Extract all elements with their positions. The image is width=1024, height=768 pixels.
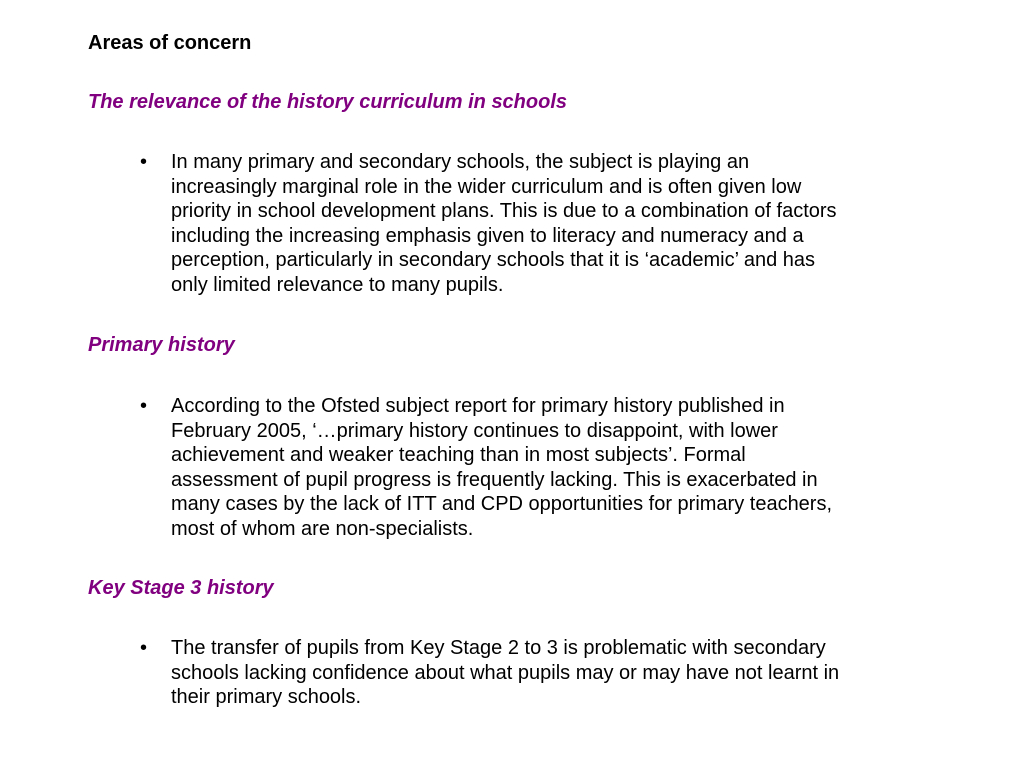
bullet-item-key-stage-3-history xyxy=(140,636,940,710)
bullet-text xyxy=(171,150,940,297)
section-title-primary-history: Primary history xyxy=(88,334,235,356)
text-line: In many primary and secondary schools, the subject is playing an xyxy=(171,151,750,173)
section-title-key-stage-3-history: Key Stage 3 history xyxy=(88,577,274,599)
text-line: The transfer of pupils from Key Stage 2 to 3 is problematic with secondary xyxy=(171,637,826,659)
text-line: schools lacking confidence about what pupils may or may have not learnt in xyxy=(171,661,840,684)
bullet-text xyxy=(171,636,940,710)
bullet-item-curriculum-relevance xyxy=(140,150,940,297)
section-title-curriculum-relevance: The relevance of the history curriculum in schools xyxy=(88,91,568,113)
bullet-icon: • xyxy=(140,395,148,417)
text-line: their primary schools. xyxy=(171,686,362,708)
text-line: most of whom are non-specialists. xyxy=(171,517,474,540)
text-line: only limited relevance to many pupils. xyxy=(171,273,504,296)
bullet-icon: • xyxy=(140,151,148,173)
text-line: many cases by the lack of ITT and CPD opportunities for primary teachers, xyxy=(171,493,833,515)
text-line: including the increasing emphasis given to literacy and numeracy and a xyxy=(171,224,804,247)
text-line: achievement and weaker teaching than in most subjects’. Formal xyxy=(171,444,746,466)
text-line: February 2005, ‘…primary history continues to disappoint, with lower xyxy=(171,419,778,442)
text-line: According to the Ofsted subject report for primary history published in xyxy=(171,395,785,417)
page-heading: Areas of concern xyxy=(88,32,252,54)
text-line: increasingly marginal role in the wider curriculum and is often given low xyxy=(171,175,802,198)
text-line: perception, particularly in secondary schools that it is ‘academic’ and has xyxy=(171,249,816,271)
text-line: priority in school development plans. This is due to a combination of factors xyxy=(171,200,837,222)
bullet-icon: • xyxy=(140,637,148,659)
text-line: assessment of pupil progress is frequently lacking. This is exacerbated in xyxy=(171,468,818,491)
bullet-text xyxy=(171,394,940,541)
bullet-item-primary-history xyxy=(140,394,940,541)
